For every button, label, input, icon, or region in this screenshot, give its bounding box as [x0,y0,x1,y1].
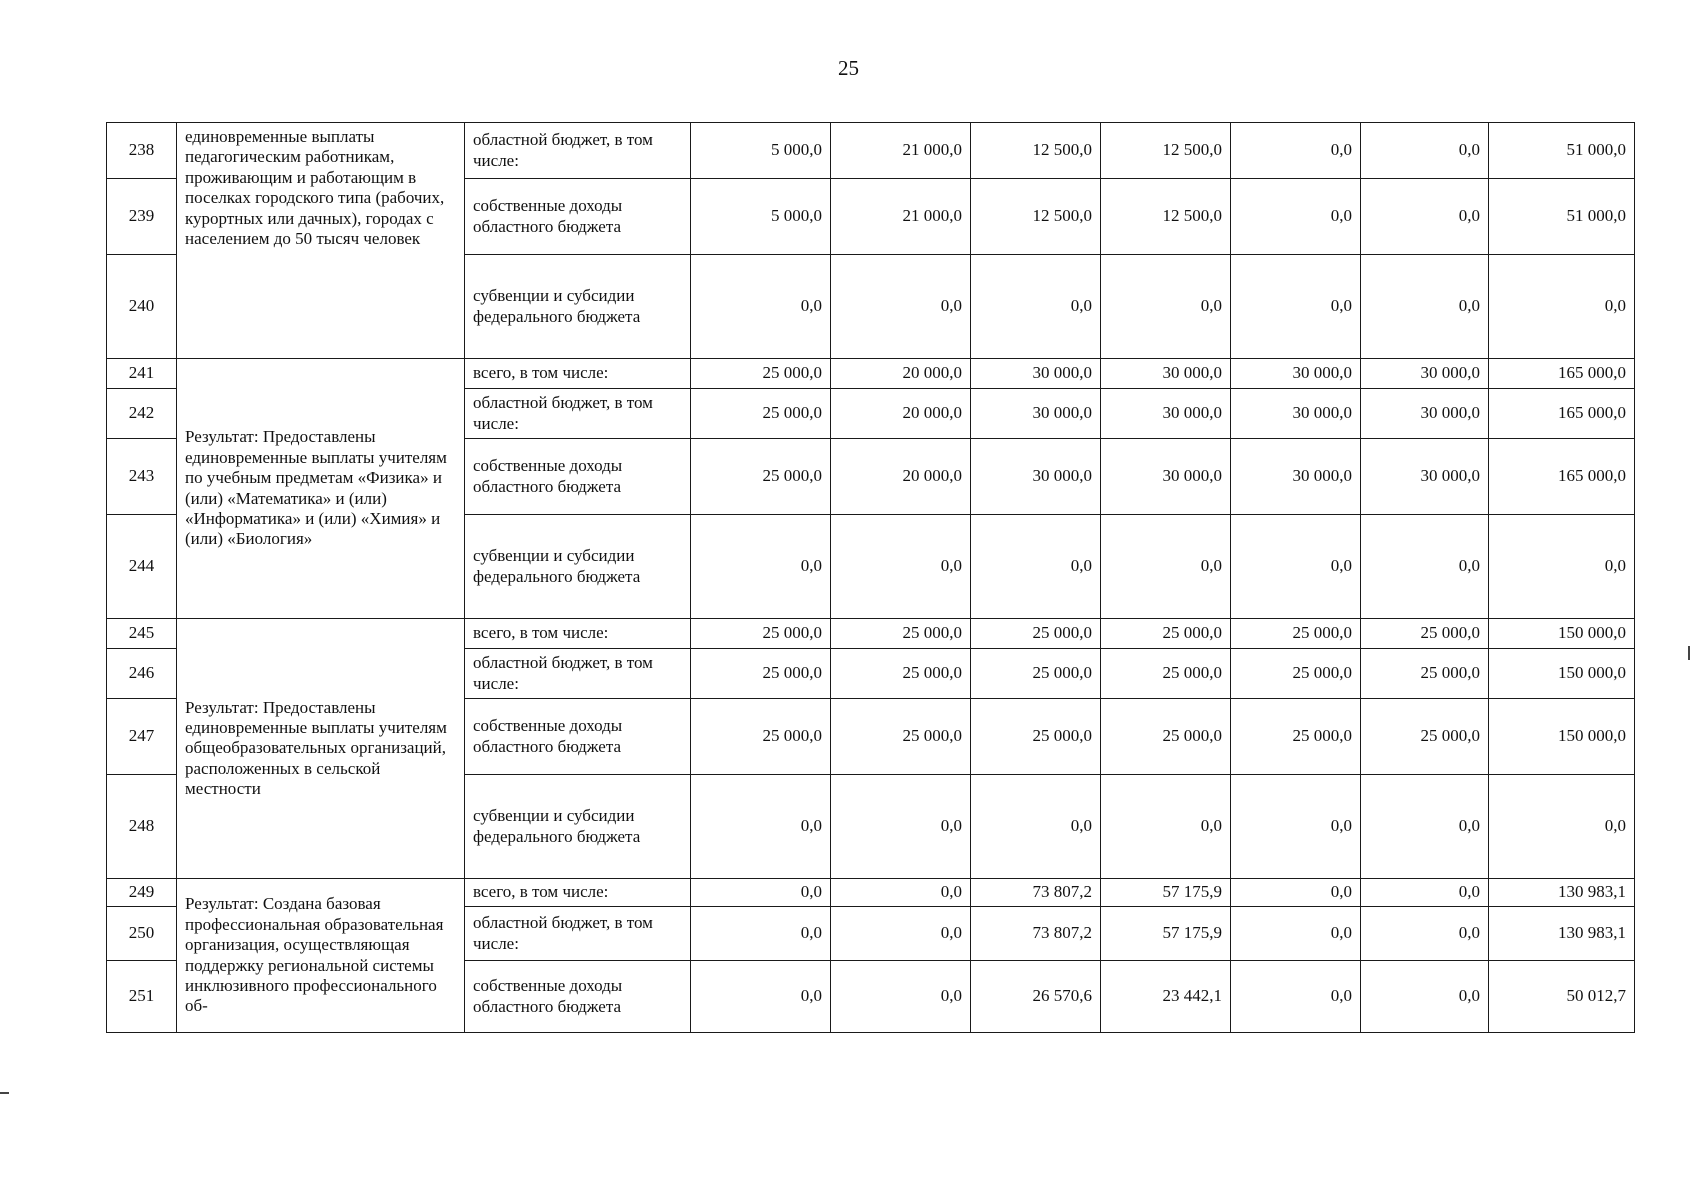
table-row [107,619,1635,649]
total-value-cell: 150 000,0 [1489,619,1635,649]
row-number: 247 [107,699,177,775]
year-value-cell: 20 000,0 [831,359,971,389]
year-value-cell: 25 000,0 [1101,649,1231,699]
year-value-cell: 0,0 [1231,907,1361,961]
funding-source: областной бюджет, в том числе: [465,907,691,961]
year-value-cell: 0,0 [691,515,831,619]
table-row [107,123,1635,179]
year-value-cell: 0,0 [831,907,971,961]
scan-artifact [1688,646,1690,660]
year-value-cell: 0,0 [1361,123,1489,179]
year-value-cell: 0,0 [1231,961,1361,1033]
year-value-cell: 57 175,9 [1101,907,1231,961]
year-value-cell: 30 000,0 [1101,439,1231,515]
year-value-cell: 0,0 [1361,515,1489,619]
total-value-cell: 130 983,1 [1489,879,1635,907]
funding-source: субвенции и субсидии федерального бюджета [465,255,691,359]
year-value-cell: 0,0 [831,961,971,1033]
year-value-cell: 0,0 [1101,255,1231,359]
year-value-cell: 30 000,0 [1361,389,1489,439]
year-value-cell: 20 000,0 [831,389,971,439]
funding-source: всего, в том числе: [465,359,691,389]
year-value-cell: 25 000,0 [1361,649,1489,699]
year-value-cell: 0,0 [691,961,831,1033]
total-value-cell: 130 983,1 [1489,907,1635,961]
year-value-cell: 20 000,0 [831,439,971,515]
funding-source: всего, в том числе: [465,879,691,907]
year-value-cell: 30 000,0 [1231,439,1361,515]
table-row [107,359,1635,389]
total-value-cell: 165 000,0 [1489,389,1635,439]
total-value-cell: 150 000,0 [1489,649,1635,699]
year-value-cell: 30 000,0 [1231,389,1361,439]
year-value-cell: 25 000,0 [971,619,1101,649]
year-value-cell: 0,0 [831,515,971,619]
result-description: Результат: Предоставлены единовременные выплаты учителям общеобразовательных организаций, расположенных в сельской местности [177,619,465,879]
year-value-cell: 0,0 [1231,879,1361,907]
year-value-cell: 0,0 [691,907,831,961]
row-number: 239 [107,179,177,255]
row-number: 243 [107,439,177,515]
year-value-cell: 0,0 [1361,879,1489,907]
year-value-cell: 25 000,0 [971,649,1101,699]
year-value-cell: 0,0 [691,775,831,879]
year-value-cell: 12 500,0 [971,179,1101,255]
year-value-cell: 25 000,0 [1361,699,1489,775]
year-value-cell: 26 570,6 [971,961,1101,1033]
row-number: 240 [107,255,177,359]
year-value-cell: 25 000,0 [831,619,971,649]
year-value-cell: 30 000,0 [971,389,1101,439]
row-number: 242 [107,389,177,439]
year-value-cell: 12 500,0 [971,123,1101,179]
year-value-cell: 25 000,0 [691,699,831,775]
year-value-cell: 25 000,0 [831,649,971,699]
year-value-cell: 21 000,0 [831,123,971,179]
year-value-cell: 0,0 [1231,775,1361,879]
funding-source: собственные доходы областного бюджета [465,179,691,255]
total-value-cell: 150 000,0 [1489,699,1635,775]
funding-source: всего, в том числе: [465,619,691,649]
year-value-cell: 12 500,0 [1101,123,1231,179]
funding-source: собственные доходы областного бюджета [465,439,691,515]
funding-source: собственные доходы областного бюджета [465,699,691,775]
year-value-cell: 0,0 [831,775,971,879]
row-number: 250 [107,907,177,961]
year-value-cell: 0,0 [971,255,1101,359]
total-value-cell: 0,0 [1489,775,1635,879]
total-value-cell: 51 000,0 [1489,123,1635,179]
year-value-cell: 0,0 [691,879,831,907]
year-value-cell: 73 807,2 [971,879,1101,907]
year-value-cell: 0,0 [971,775,1101,879]
year-value-cell: 5 000,0 [691,123,831,179]
year-value-cell: 0,0 [1361,255,1489,359]
year-value-cell: 0,0 [1361,961,1489,1033]
year-value-cell: 0,0 [1101,775,1231,879]
year-value-cell: 0,0 [971,515,1101,619]
funding-source: областной бюджет, в том числе: [465,649,691,699]
year-value-cell: 0,0 [831,879,971,907]
funding-source: субвенции и субсидии федерального бюджета [465,515,691,619]
year-value-cell: 30 000,0 [1361,439,1489,515]
row-number: 238 [107,123,177,179]
total-value-cell: 50 012,7 [1489,961,1635,1033]
year-value-cell: 0,0 [1231,515,1361,619]
table-row [107,879,1635,907]
year-value-cell: 25 000,0 [971,699,1101,775]
year-value-cell: 0,0 [1101,515,1231,619]
year-value-cell: 0,0 [1231,179,1361,255]
budget-table [106,122,1635,1033]
year-value-cell: 0,0 [691,255,831,359]
result-description: Результат: Предоставлены единовременные выплаты учителям по учебным предметам «Физика» и (или) «Математика» и (или) «Информатика» и (или) «Химия» и (или) «Биология» [177,359,465,619]
year-value-cell: 30 000,0 [1101,389,1231,439]
year-value-cell: 25 000,0 [691,359,831,389]
year-value-cell: 30 000,0 [971,439,1101,515]
year-value-cell: 0,0 [1361,179,1489,255]
row-number: 246 [107,649,177,699]
total-value-cell: 0,0 [1489,255,1635,359]
row-number: 251 [107,961,177,1033]
year-value-cell: 25 000,0 [691,649,831,699]
page-number: 25 [838,56,859,80]
year-value-cell: 25 000,0 [1231,649,1361,699]
funding-source: областной бюджет, в том числе: [465,389,691,439]
year-value-cell: 25 000,0 [691,439,831,515]
result-description: Результат: Создана базовая профессиональная образовательная организация, осуществляющая поддержку региональной системы инклюзивного профессионального об- [177,879,465,1033]
row-number: 248 [107,775,177,879]
scan-artifact [0,1092,9,1094]
funding-source: собственные доходы областного бюджета [465,961,691,1033]
year-value-cell: 21 000,0 [831,179,971,255]
funding-source: субвенции и субсидии федерального бюджета [465,775,691,879]
year-value-cell: 25 000,0 [691,619,831,649]
year-value-cell: 0,0 [1231,255,1361,359]
year-value-cell: 23 442,1 [1101,961,1231,1033]
year-value-cell: 25 000,0 [1231,699,1361,775]
table-body [107,123,1635,1033]
year-value-cell: 25 000,0 [1231,619,1361,649]
year-value-cell: 5 000,0 [691,179,831,255]
total-value-cell: 165 000,0 [1489,359,1635,389]
total-value-cell: 0,0 [1489,515,1635,619]
row-number: 245 [107,619,177,649]
year-value-cell: 0,0 [831,255,971,359]
year-value-cell: 57 175,9 [1101,879,1231,907]
result-description: единовременные выплаты педагогическим работникам, проживающим и работающим в поселках городского типа (рабочих, курортных или дачных), городах с населением до 50 тысяч человек [177,123,465,359]
year-value-cell: 73 807,2 [971,907,1101,961]
total-value-cell: 51 000,0 [1489,179,1635,255]
year-value-cell: 12 500,0 [1101,179,1231,255]
year-value-cell: 25 000,0 [831,699,971,775]
year-value-cell: 0,0 [1361,907,1489,961]
funding-source: областной бюджет, в том числе: [465,123,691,179]
year-value-cell: 25 000,0 [691,389,831,439]
year-value-cell: 25 000,0 [1361,619,1489,649]
year-value-cell: 0,0 [1231,123,1361,179]
row-number: 241 [107,359,177,389]
row-number: 249 [107,879,177,907]
year-value-cell: 30 000,0 [1231,359,1361,389]
year-value-cell: 25 000,0 [1101,699,1231,775]
total-value-cell: 165 000,0 [1489,439,1635,515]
year-value-cell: 30 000,0 [1101,359,1231,389]
year-value-cell: 0,0 [1361,775,1489,879]
year-value-cell: 30 000,0 [1361,359,1489,389]
year-value-cell: 30 000,0 [971,359,1101,389]
row-number: 244 [107,515,177,619]
year-value-cell: 25 000,0 [1101,619,1231,649]
